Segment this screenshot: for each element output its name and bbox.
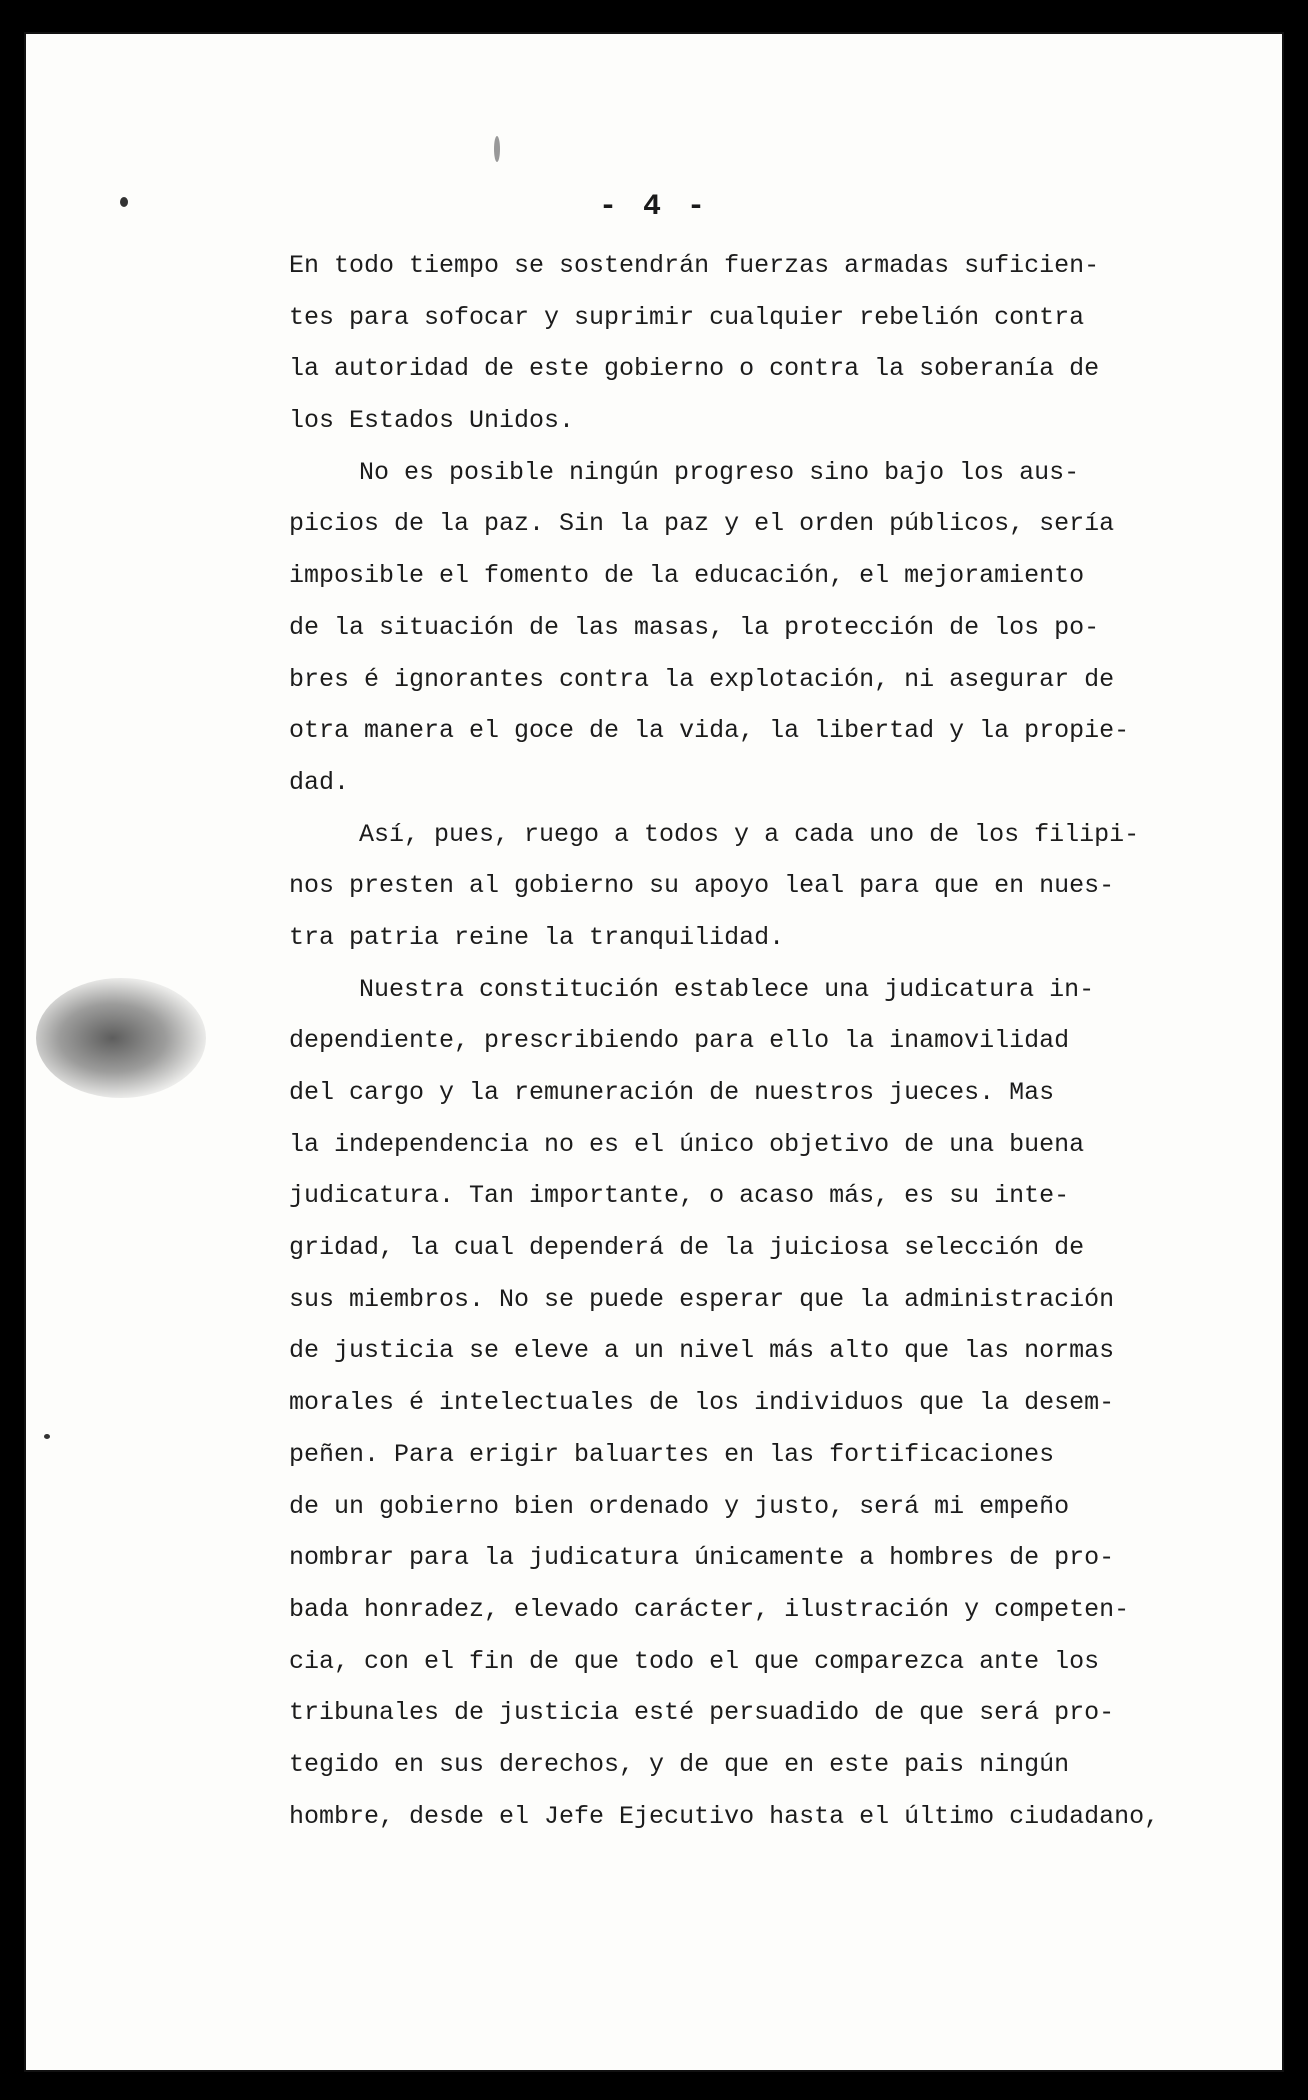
text-line: Nuestra constitución establece una judicatura in- xyxy=(359,974,1095,1004)
ink-stain xyxy=(36,978,206,1098)
text-line: la autoridad de este gobierno o contra la soberanía de xyxy=(289,354,1100,384)
text-line: bada honradez, elevado carácter, ilustración y competen- xyxy=(289,1594,1130,1624)
text-line: imposible el fomento de la educación, el mejoramiento xyxy=(289,561,1085,591)
text-line: tegido en sus derechos, y de que en este pais ningún xyxy=(289,1749,1070,1779)
page-number: - 4 - xyxy=(598,190,709,224)
ink-speck xyxy=(494,136,500,162)
text-line: la independencia no es el único objetivo de una buena xyxy=(289,1129,1085,1159)
text-line: nombrar para la judicatura únicamente a hombres de pro- xyxy=(289,1543,1115,1573)
body-text xyxy=(289,240,1189,1842)
document-page xyxy=(24,32,1284,2072)
text-line: de justicia se eleve a un nivel más alto que las normas xyxy=(289,1336,1115,1366)
text-line: hombre, desde el Jefe Ejecutivo hasta el último ciudadano, xyxy=(289,1801,1160,1831)
text-line: tribunales de justicia esté persuadido de que será pro- xyxy=(289,1698,1115,1728)
text-line: morales é intelectuales de los individuos que la desem- xyxy=(289,1388,1115,1418)
text-line: sus miembros. No se puede esperar que la administración xyxy=(289,1284,1115,1314)
text-line: Así, pues, ruego a todos y a cada uno de los filipi- xyxy=(359,819,1140,849)
text-line: dad. xyxy=(289,767,350,797)
text-line: No es posible ningún progreso sino bajo los aus- xyxy=(359,457,1080,487)
text-line: En todo tiempo se sostendrán fuerzas armadas suficien- xyxy=(289,251,1100,280)
text-line: tes para sofocar y suprimir cualquier rebelión contra xyxy=(289,302,1085,332)
text-line: de un gobierno bien ordenado y justo, será mi empeño xyxy=(289,1491,1070,1521)
ink-speck xyxy=(44,1434,50,1439)
text-line: del cargo y la remuneración de nuestros jueces. Mas xyxy=(289,1078,1055,1107)
text-line: cia, con el fin de que todo el que comparezca ante los xyxy=(289,1646,1100,1676)
text-line: peñen. Para erigir baluartes en las fortificaciones xyxy=(289,1439,1055,1469)
text-line: dependiente, prescribiendo para ello la inamovilidad xyxy=(289,1026,1070,1056)
text-line: bres é ignorantes contra la explotación, ni asegurar de xyxy=(289,664,1115,694)
text-line: nos presten al gobierno su apoyo leal para que en nues- xyxy=(289,871,1115,901)
text-line: los Estados Unidos. xyxy=(289,406,575,436)
text-line: gridad, la cual dependerá de la juiciosa selección de xyxy=(289,1233,1085,1263)
text-line: otra manera el goce de la vida, la libertad y la propie- xyxy=(289,716,1130,746)
text-line: de la situación de las masas, la protección de los po- xyxy=(289,612,1100,642)
text-line: picios de la paz. Sin la paz y el orden públicos, sería xyxy=(289,509,1115,539)
text-line: judicatura. Tan importante, o acaso más, es su inte- xyxy=(289,1181,1070,1211)
text-line: tra patria reine la tranquilidad. xyxy=(289,922,785,952)
